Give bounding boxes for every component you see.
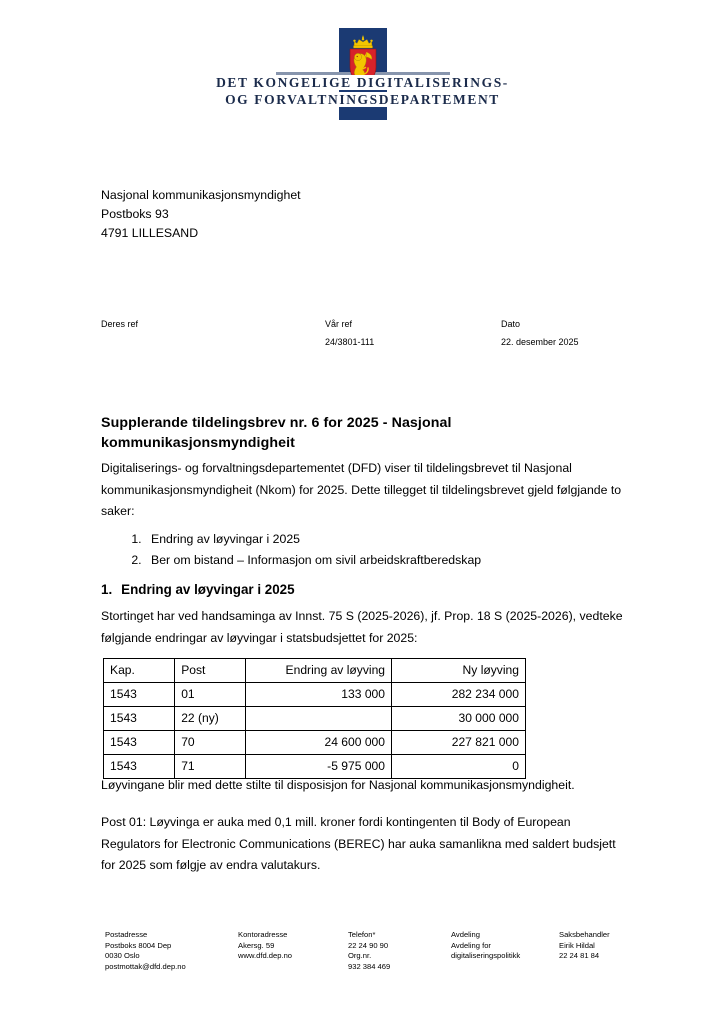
recipient-city: 4791 LILLESAND [101, 226, 199, 240]
footer-col4-line1: Avdeling [451, 930, 480, 939]
intro-paragraph: Digitaliserings- og forvaltningsdepartementet (DFD) viser til tildelingsbrevet til Nasjonal kommunikasjonsmyndigheit (Nkom) for 2025. Dette tillegget til tildelingsbrevet gjeld følgjande to saker: [101, 461, 622, 518]
table-row [104, 731, 526, 755]
footer-col5-line1: Saksbehandler [559, 930, 610, 939]
footer-col3-line2: 22 24 90 90 [348, 940, 389, 950]
footer-col1-line2: Postboks 8004 Dep [105, 940, 172, 950]
section-1-intro: Stortinget har ved handsaminga av Innst. 75 S (2025-2026), jf. Prop. 18 S (2025-2026), vedteke følgjande endringar av løyvingar i statsbudsjettet for 2025: [101, 609, 623, 645]
footer-col3-line1: Telefon* [348, 930, 376, 939]
cell-ny-loyving: 0 [392, 755, 526, 779]
post-01-paragraph: Post 01: Løyvinga er auka med 0,1 mill. kroner fordi kontingenten til Body of European Regulators for Electronic Communications (BEREC) har auka samanlikna med saldert budsjett for 2025 som følgje av endra valutakurs. [101, 815, 616, 872]
department-name [212, 74, 513, 108]
footer-col2-line1: Kontoradresse [238, 930, 288, 939]
column-header-post: Post [175, 659, 246, 683]
page-title: Supplerande tildelingsbrev nr. 6 for 2025 - Nasjonal kommunikasjonsmyndigheit [101, 415, 452, 451]
column-header-endring: Endring av løyving [246, 659, 392, 683]
recipient-name: Nasjonal kommunikasjonsmyndighet [101, 188, 301, 202]
cell-kap: 1543 [104, 731, 175, 755]
cell-kap: 1543 [104, 707, 175, 731]
department-name-line2: OG FORVALTNINGSDEPARTEMENT [221, 92, 504, 107]
deres-ref-label: Deres ref [101, 319, 139, 329]
footer-kontoradresse [238, 930, 343, 962]
footer-telefon [348, 930, 448, 972]
list-item: 2. Ber om bistand – Informasjon om sivil arbeidskraftberedskap [145, 550, 481, 571]
cell-post: 71 [175, 755, 246, 779]
cell-endring: -5 975 000 [246, 755, 392, 779]
cell-ny-loyving: 282 234 000 [392, 683, 526, 707]
table-header-row [104, 659, 526, 683]
cell-ny-loyving: 30 000 000 [392, 707, 526, 731]
column-header-kap: Kap. [104, 659, 175, 683]
footer-saksbehandler [559, 930, 649, 962]
cell-endring: 24 600 000 [246, 731, 392, 755]
table-row [104, 683, 526, 707]
footer-col2-line2: Akersg. 59 [238, 940, 275, 950]
cell-endring: 133 000 [246, 683, 392, 707]
footer-col5-line3: 22 24 81 84 [559, 951, 600, 961]
department-name-line1: DET KONGELIGE DIGITALISERINGS- [212, 75, 513, 90]
section-1-number: 1. [101, 582, 113, 597]
recipient-address-block [101, 186, 301, 243]
table-row [104, 707, 526, 731]
footer-col5-line2: Eirik Hildal [559, 940, 595, 950]
footer-col3-line3: Org.nr. [348, 951, 372, 961]
after-table-paragraph: Løyvingane blir med dette stilte til disposisjon for Nasjonal kommunikasjonsmyndigheit. [101, 778, 575, 792]
footer-col4-line2: Avdeling for [451, 940, 491, 950]
dato-label: Dato [501, 319, 521, 329]
var-ref-column [325, 318, 374, 349]
recipient-box: Postboks 93 [101, 207, 169, 221]
dato-value: 22. desember 2025 [501, 337, 579, 347]
footer-email[interactable]: postmottak@dfd.dep.no [105, 961, 186, 971]
cell-endring [246, 707, 392, 731]
footer-website[interactable]: www.dfd.dep.no [238, 951, 293, 961]
footer-postadresse [105, 930, 235, 972]
footer-col4-line3: digitaliseringspolitikk [451, 951, 521, 961]
var-ref-label: Vår ref [325, 319, 353, 329]
dato-column [501, 318, 579, 349]
footer-col3-line4: 932 384 469 [348, 961, 391, 971]
section-1-heading [101, 580, 295, 600]
var-ref-value: 24/3801-111 [325, 337, 375, 347]
saker-list [101, 529, 481, 571]
cell-kap: 1543 [104, 683, 175, 707]
cell-kap: 1543 [104, 755, 175, 779]
footer-col1-line3: 0030 Oslo [105, 951, 140, 961]
footer-col1-line1: Postadresse [105, 930, 148, 939]
section-1-title: Endring av løyvingar i 2025 [121, 582, 295, 597]
cell-post: 70 [175, 731, 246, 755]
footer-avdeling [451, 930, 556, 962]
cell-post: 22 (ny) [175, 707, 246, 731]
deres-ref-column [101, 318, 138, 336]
cell-ny-loyving: 227 821 000 [392, 731, 526, 755]
budget-table [103, 658, 526, 779]
cell-post: 01 [175, 683, 246, 707]
letterhead [0, 28, 725, 108]
column-header-ny-loyving: Ny løyving [392, 659, 526, 683]
list-item: 1. Endring av løyvingar i 2025 [145, 529, 481, 550]
